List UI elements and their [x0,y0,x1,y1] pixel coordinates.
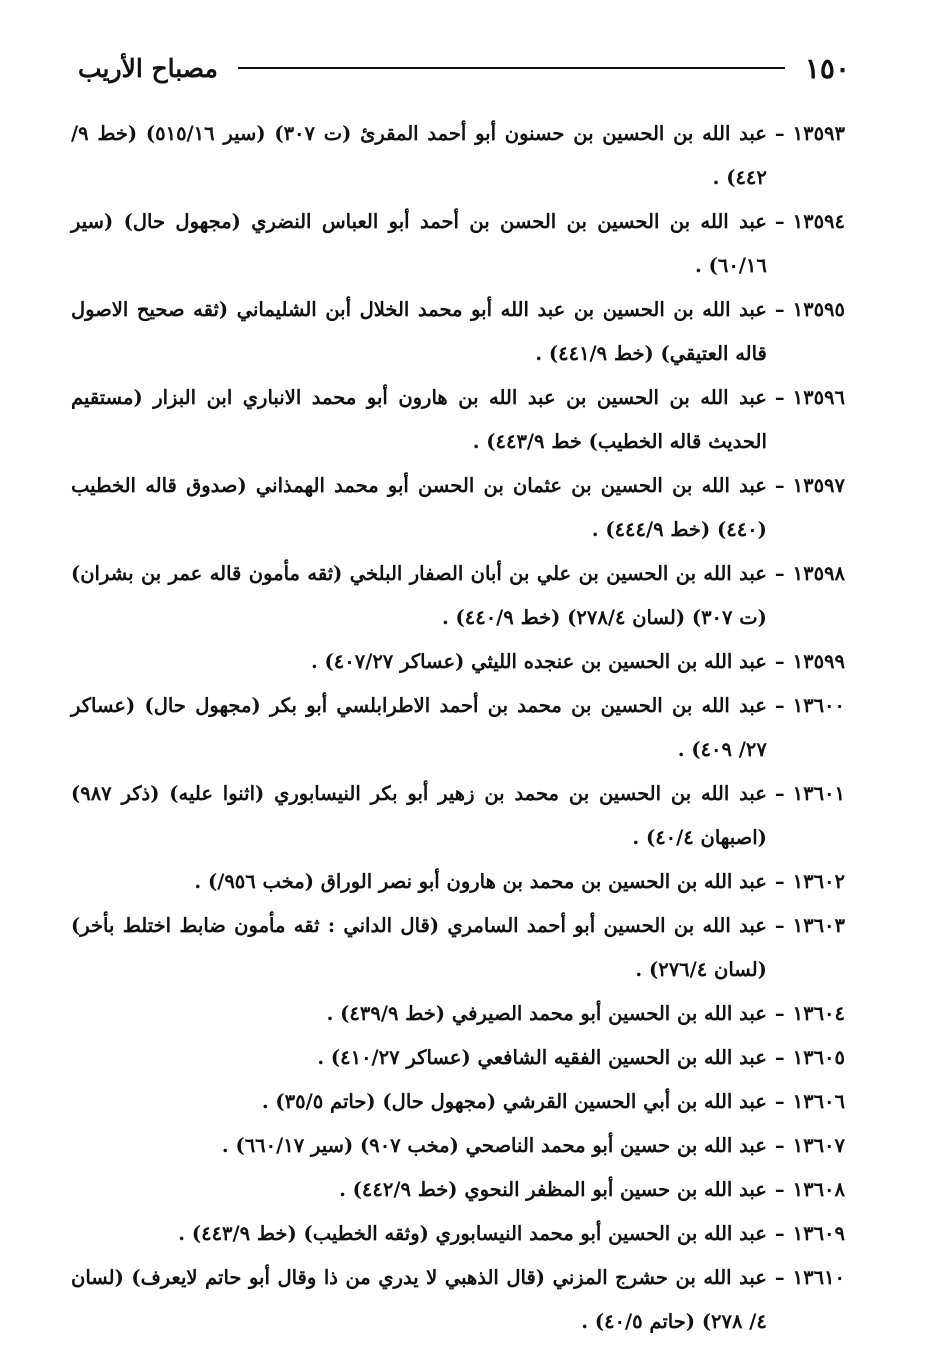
list-item [71,992,845,1036]
entry-dash: – [774,870,785,893]
entry-number: ١٣٥٩٨ [792,562,845,585]
entry-text: عبد الله بن الحسين بن محمد بن هارون أبو نصر الوراق (مخب ٩٥٦/) . [194,870,767,893]
entry-number: ١٣٥٩٧ [792,474,845,497]
entry-number: ١٣٥٩٣ [792,122,845,145]
entry-text: عبد الله بن الحسين بن حسنون أبو أحمد المقرئ (ت ٣٠٧) (سير ٥١٥/١٦) (خط ٩/ ٤٤٢) . [71,122,767,189]
entry-dash: – [774,1002,785,1025]
entry-dash: – [774,1178,785,1201]
entry-dash: – [774,694,785,717]
list-item [71,112,845,200]
entry-number: ١٣٦٠٩ [792,1222,845,1245]
entry-number: ١٣٦٠٣ [792,914,845,937]
entry-dash: – [774,782,785,805]
entry-list [71,112,845,1344]
entry-text: عبد الله بن الحسين أبو محمد النيسابوري (وثقه الخطيب) (خط ٤٤٣/٩) . [178,1222,767,1245]
entry-number: ١٣٦٠٧ [792,1134,845,1157]
entry-text: عبد الله بن حسين أبو محمد الناصحي (مخب ٩٠٧) (سير ٦٦٠/١٧) . [221,1134,767,1157]
entry-number: ١٣٦١٠ [792,1266,845,1289]
entry-text: عبد الله بن الحسين بن الحسن بن أحمد أبو العباس النضري (مجهول حال) (سير ٦٠/١٦) . [71,210,767,277]
entry-text: عبد الله بن الحسين بن محمد بن أحمد الاطرابلسي أبو بكر (مجهول حال) (عساكر ٢٧/ ٤٠٩) . [71,694,767,761]
entry-number: ١٣٦٠٢ [792,870,845,893]
entry-dash: – [774,562,785,585]
list-item [71,684,845,772]
entry-dash: – [774,386,785,409]
entry-number: ١٣٥٩٩ [792,650,845,673]
entry-text: عبد الله بن الحسين أبو محمد الصيرفي (خط ٤٣٩/٩) . [326,1002,767,1025]
entry-dash: – [774,1134,785,1157]
book-title: مصباح الأريب [78,53,218,83]
page-number: ١٥٠ [804,51,850,85]
entry-dash: – [774,914,785,937]
entry-text: عبد الله بن الحسين بن عبد الله أبو محمد الخلال أبن الشليماني (ثقه صحيح الاصول قاله العتيقي) (خط ٤٤١/٩) . [71,298,767,365]
entry-number: ١٣٦٠٨ [792,1178,845,1201]
entry-dash: – [774,1046,785,1069]
entry-number: ١٣٦٠١ [792,782,845,805]
list-item [71,200,845,288]
list-item [71,552,845,640]
entry-number: ١٣٥٩٦ [792,386,845,409]
list-item [71,1168,845,1212]
list-item [71,1036,845,1080]
list-item [71,772,845,860]
list-item [71,1256,845,1344]
page-header [78,48,850,88]
entry-dash: – [774,210,785,233]
entry-text: عبد الله بن الحسين بن عثمان بن الحسن أبو محمد الهمذاني (صدوق قاله الخطيب (٤٤٠) (خط ٤٤٤/٩) . [71,474,767,541]
entry-text: عبد الله بن أبي الحسين القرشي (مجهول حال) (حاتم ٣٥/٥) . [261,1090,767,1113]
entry-text: عبد الله بن الحسين الفقيه الشافعي (عساكر ٤١٠/٢٧) . [317,1046,767,1069]
entry-text: عبد الله بن الحسين بن علي بن أبان الصفار البلخي (ثقه مأمون قاله عمر بن بشران) (ت ٣٠٧) (لسان ٢٧٨/٤) (خط ٤٤٠/٩) . [71,562,767,629]
list-item [71,640,845,684]
entry-dash: – [774,122,785,145]
entry-dash: – [774,1222,785,1245]
list-item [71,288,845,376]
header-rule [238,67,785,69]
list-item [71,860,845,904]
entry-dash: – [774,1266,785,1289]
list-item [71,904,845,992]
entry-number: ١٣٦٠٤ [792,1002,845,1025]
list-item [71,1212,845,1256]
entry-dash: – [774,474,785,497]
entry-number: ١٣٥٩٤ [792,210,845,233]
entry-text: عبد الله بن حشرج المزني (قال الذهبي لا يدري من ذا وقال أبو حاتم لايعرف) (لسان ٤/ ٢٧٨) (حاتم ٤٠/٥) . [71,1266,767,1333]
entry-dash: – [774,1090,785,1113]
entry-dash: – [774,650,785,673]
entry-text: عبد الله بن الحسين بن عبد الله بن هارون أبو محمد الانباري ابن البزار (مستقيم الحديث قاله الخطيب) خط ٤٤٣/٩) . [71,386,767,453]
entry-text: عبد الله بن الحسين أبو أحمد السامري (قال الداني : ثقه مأمون ضابط اختلط بأخر) (لسان ٢٧٦/٤) . [71,914,767,981]
entry-number: ١٣٦٠٥ [792,1046,845,1069]
entry-number: ١٣٦٠٦ [792,1090,845,1113]
entry-text: عبد الله بن الحسين بن محمد بن زهير أبو بكر النيسابوري (اثنوا عليه) (ذكر ٩٨٧) (اصبهان ٤٠/٤) . [71,782,767,849]
entry-number: ١٣٦٠٠ [792,694,845,717]
entry-number: ١٣٥٩٥ [792,298,845,321]
list-item [71,376,845,464]
list-item [71,464,845,552]
list-item [71,1124,845,1168]
entry-text: عبد الله بن الحسين بن عنجده الليثي (عساكر ٤٠٧/٢٧) . [310,650,767,673]
list-item [71,1080,845,1124]
entry-text: عبد الله بن حسين أبو المظفر النحوي (خط ٤٤٢/٩) . [339,1178,767,1201]
entry-dash: – [774,298,785,321]
